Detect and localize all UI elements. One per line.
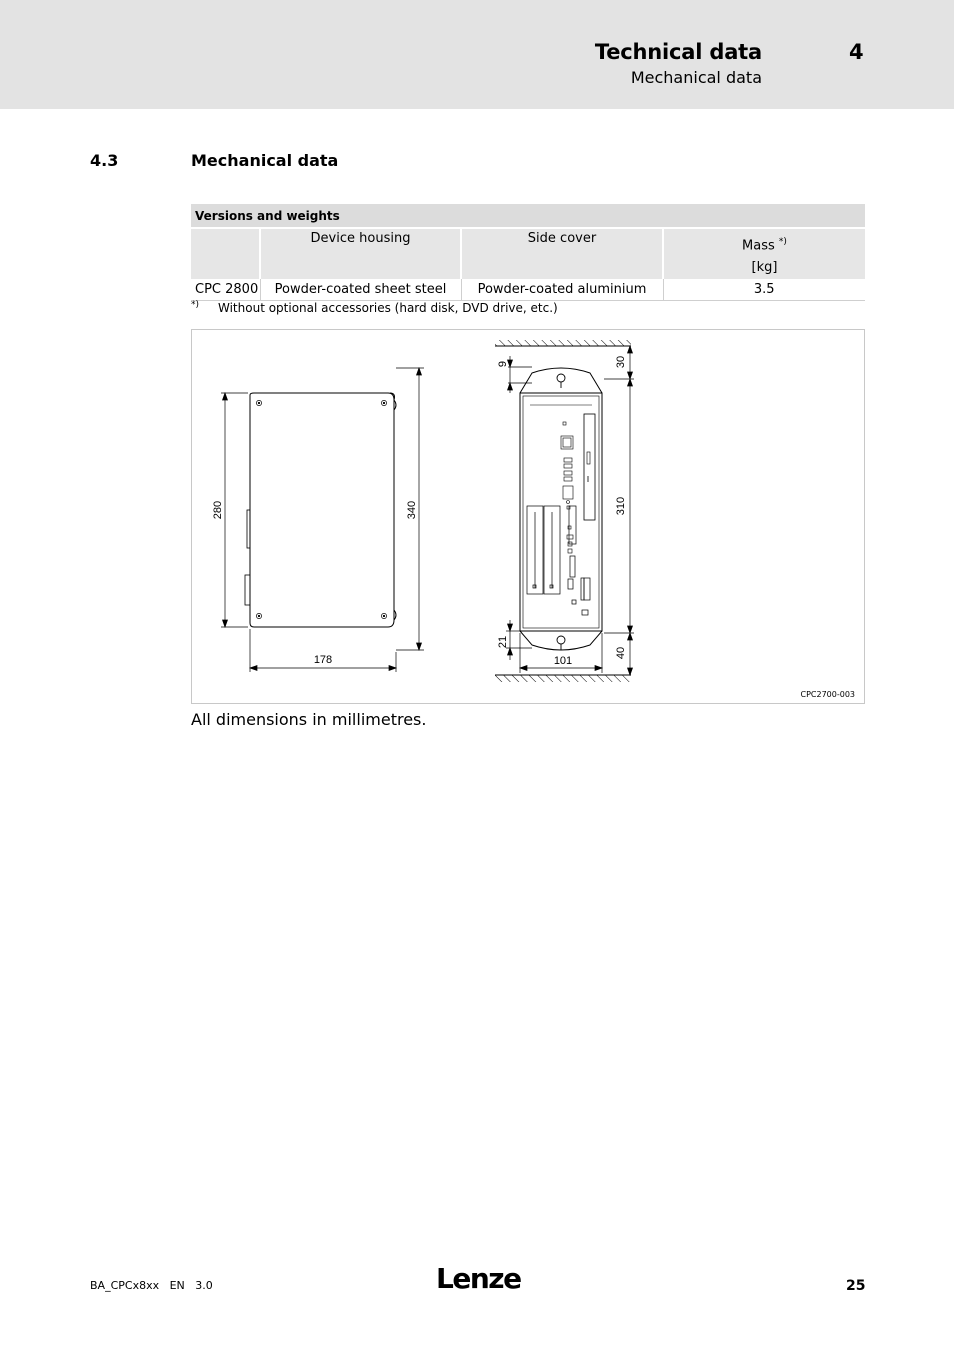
dim-front-bottom-margin: 40: [615, 646, 627, 660]
header-cell-housing: Device housing: [260, 228, 461, 279]
header-cell-type: [191, 228, 260, 279]
cell-side-cover: Powder-coated aluminium: [461, 279, 663, 301]
chapter-number: 4: [849, 40, 864, 64]
dimensions-note: All dimensions in millimetres.: [191, 710, 427, 729]
dim-side-total: 340: [406, 500, 418, 520]
dimension-drawing-svg: [192, 330, 864, 703]
dim-front-width: 101: [553, 655, 573, 667]
cell-mass: 3.5: [663, 279, 865, 301]
header-band: [0, 0, 954, 109]
dim-front-top-offset: 9: [497, 360, 509, 368]
mass-unit: [kg]: [751, 260, 778, 276]
chapter-title: Technical data: [594, 40, 762, 64]
header-cell-mass: [663, 228, 865, 279]
dim-front-height: 310: [615, 496, 627, 516]
mass-label: Mass: [742, 238, 775, 254]
section-number: 4.3: [90, 151, 119, 170]
dim-side-depth: 178: [313, 654, 333, 666]
cell-housing: Powder-coated sheet steel: [260, 279, 461, 301]
footnote-mark: *): [191, 300, 200, 310]
table-header-row: [191, 228, 865, 279]
lenze-logo: Lenze: [436, 1262, 521, 1295]
chapter-subtitle: Mechanical data: [630, 68, 762, 87]
dim-front-top-margin: 30: [615, 355, 627, 369]
section-title: Mechanical data: [191, 151, 339, 170]
drawing-code: CPC2700-003: [800, 690, 855, 699]
header-cell-side-cover: Side cover: [461, 228, 663, 279]
dim-side-height: 280: [212, 500, 224, 520]
side-view: [221, 368, 424, 672]
dimension-drawing: [191, 329, 865, 704]
footnote-text: Without optional accessories (hard disk, DVD drive, etc.): [218, 301, 558, 315]
footer-doc-id: BA_CPCx8xx EN 3.0: [90, 1279, 213, 1292]
versions-weights-table: [191, 204, 865, 301]
mass-footnote-mark: *): [778, 237, 787, 247]
table-row: [191, 279, 865, 301]
dim-front-bottom-offset: 21: [497, 635, 509, 649]
page-number: 25: [846, 1278, 866, 1294]
table-caption: Versions and weights: [191, 204, 865, 228]
cell-type: CPC 2800: [191, 279, 260, 301]
front-view: [495, 340, 634, 682]
